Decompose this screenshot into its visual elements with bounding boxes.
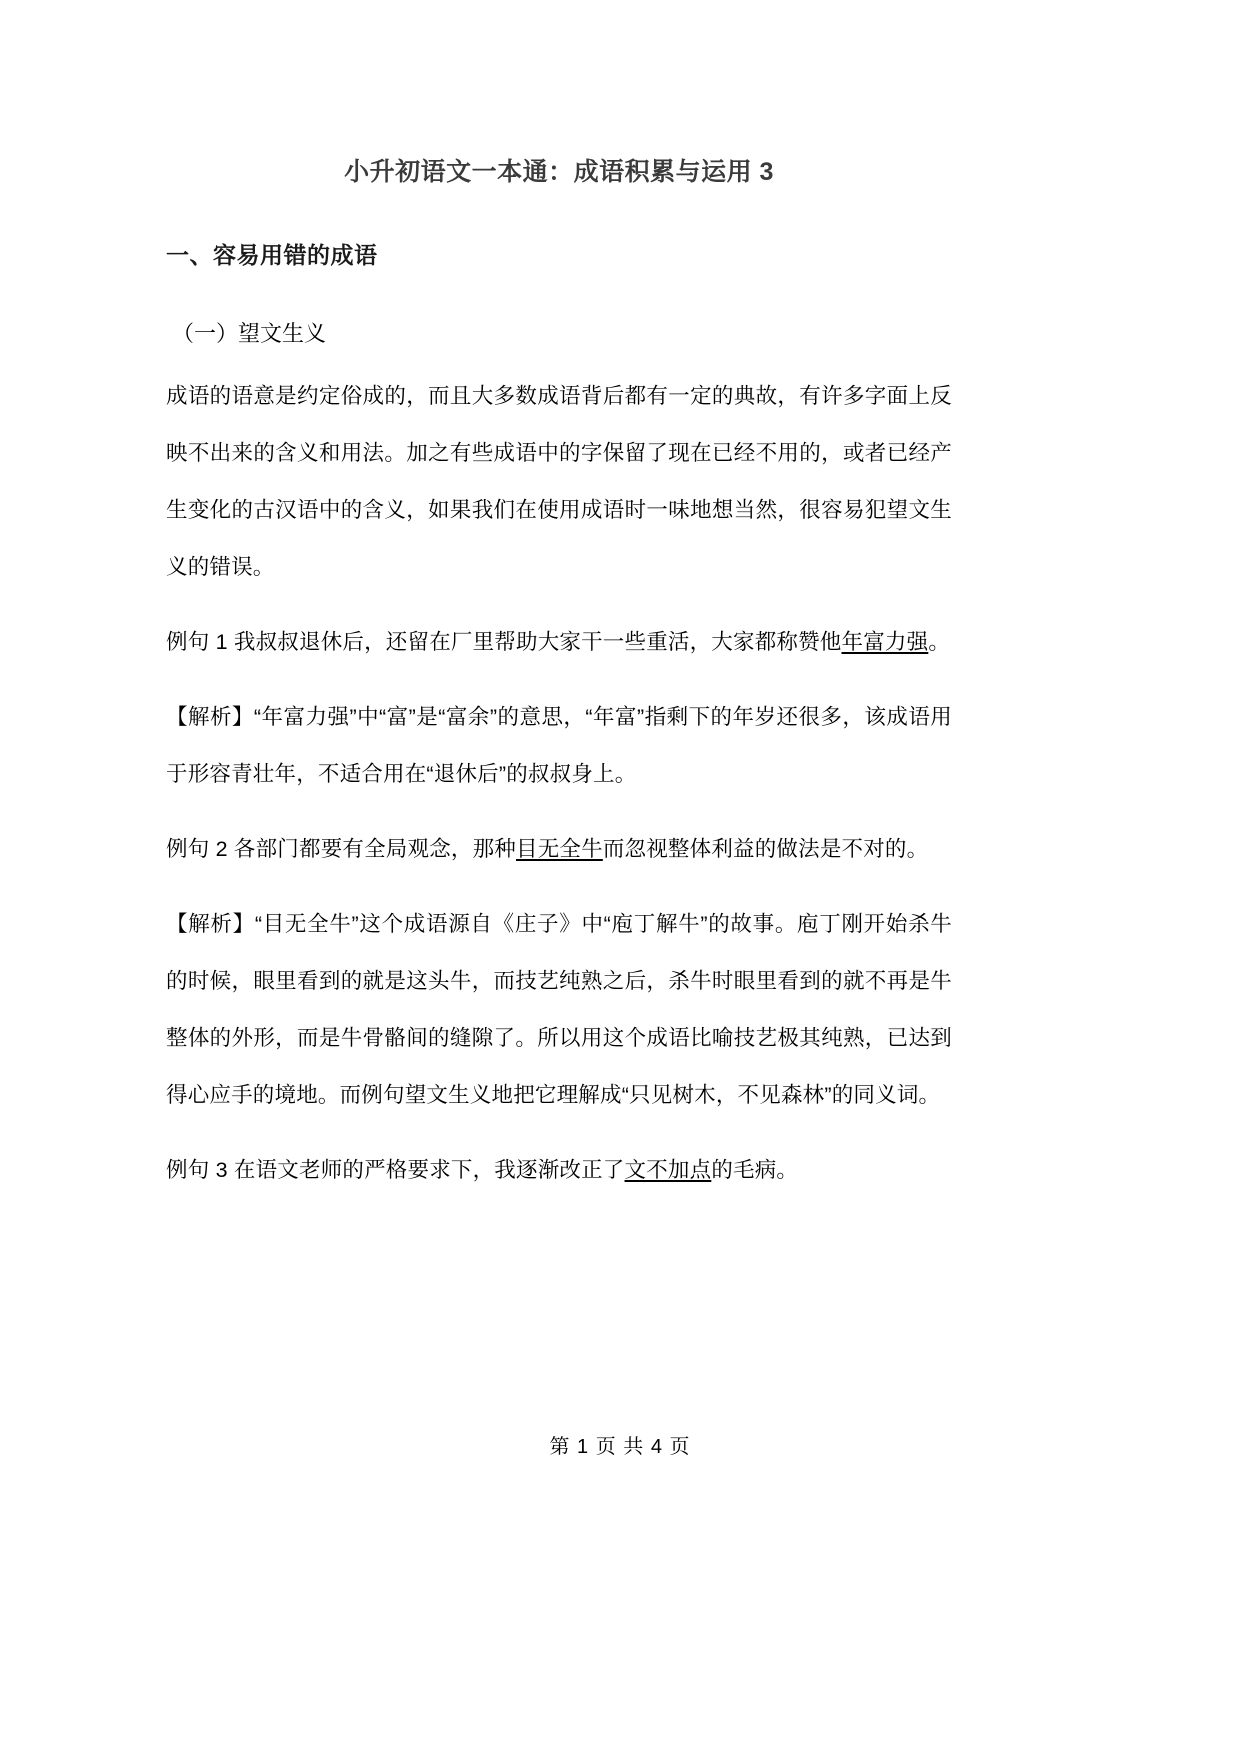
example-2-tail-text: 而忽视整体利益的做法是不对的。 — [602, 836, 929, 861]
intro-paragraph: 成语的语意是约定俗成的，而且大多数成语背后都有一定的典故，有许多字面上反映不出来的含义和用法。加之有些成语中的字保留了现在已经不用的，或者已经产生变化的古汉语中的含义，如果我们在使用成语时一味地想当然，很容易犯望文生义的错误。 — [166, 383, 952, 579]
page-content — [166, 0, 952, 1199]
example-1-idiom: 年富力强 — [841, 629, 929, 654]
example-sentence-1 — [166, 596, 952, 671]
analysis-paragraph-2: 【解析】“目无全牛”这个成语源自《庄子》中“庖丁解牛”的故事。庖丁刚开始杀牛的时候，眼里看到的就是这头牛，而技艺纯熟之后，杀牛时眼里看到的就不再是牛整体的外形，而是牛骨骼间的缝隙了。所以用这个成语比喻技艺极其纯熟，已达到得心应手的境地。而例句望文生义地把它理解成“只见树木，不见森林”的同义词。 — [166, 911, 952, 1107]
example-3-tail-text: 的毛病。 — [711, 1157, 799, 1182]
page-footer: 第 1 页 共 4 页 — [549, 1436, 691, 1458]
subsection-heading: （一）望文生义 — [172, 320, 327, 346]
page-title: 小升初语文一本通：成语积累与运用 3 — [344, 158, 774, 186]
example-2-lead-text: 例句 2 各部门都要有全局观念，那种 — [166, 836, 517, 861]
analysis-paragraph-1: 【解析】“年富力强”中“富”是“富余”的意思，“年富”指剩下的年岁还很多，该成语用于形容青壮年，不适合用在“退休后”的叔叔身上。 — [166, 704, 952, 786]
example-2-idiom: 目无全牛 — [516, 836, 603, 861]
example-3-lead-text: 例句 3 在语文老师的严格要求下，我逐渐改正了 — [166, 1157, 625, 1182]
example-1-lead-text: 例句 1 我叔叔退休后，还留在厂里帮助大家干一些重活，大家都称赞他 — [166, 629, 842, 654]
section-heading: 一、容易用错的成语 — [166, 242, 378, 268]
example-sentence-2 — [166, 803, 952, 878]
example-3-idiom: 文不加点 — [624, 1157, 712, 1182]
example-1-tail-text: 。 — [928, 629, 951, 654]
example-sentence-3 — [166, 1124, 952, 1199]
